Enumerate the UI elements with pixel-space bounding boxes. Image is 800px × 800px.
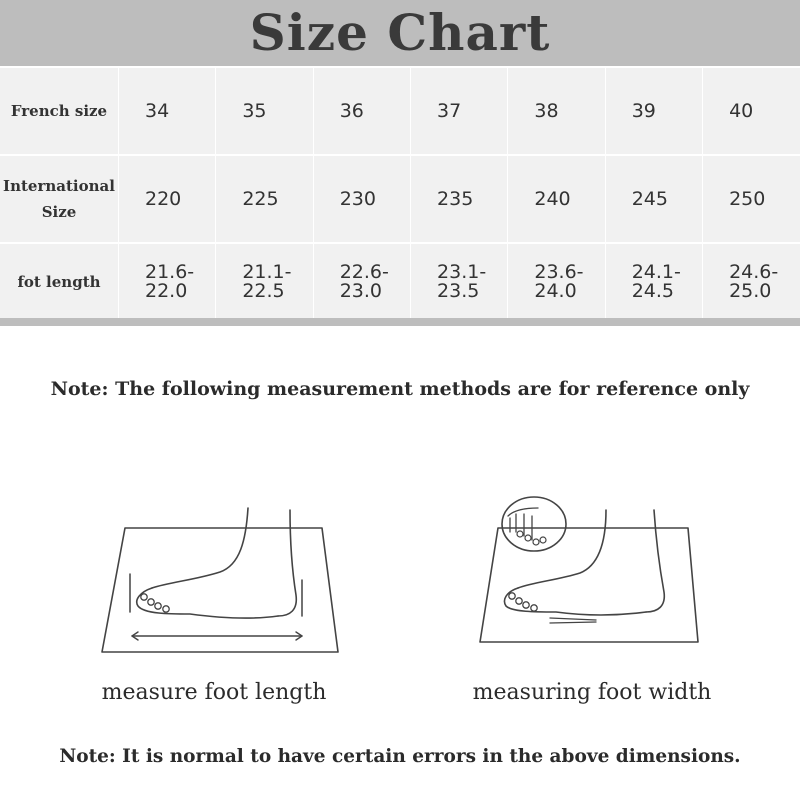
- table-cell: [508, 243, 605, 321]
- table-cell: 220: [119, 155, 216, 243]
- table-cell: 230: [313, 155, 410, 243]
- table-cell: 34: [119, 68, 216, 155]
- row-header-french-size: French size: [0, 68, 119, 155]
- table-cell: 36: [313, 68, 410, 155]
- foot-on-paper-width-icon: [410, 470, 790, 670]
- table-row-international-size: [0, 155, 800, 243]
- range-end: 23.0: [339, 280, 382, 302]
- title-bar: [0, 0, 800, 66]
- table-cell: 250: [703, 155, 800, 243]
- table-cell: [605, 243, 702, 321]
- table-cell: [411, 243, 508, 321]
- table-row-foot-length: [0, 243, 800, 321]
- range-start: 24.1-: [631, 261, 681, 283]
- caption-measuring-foot-width: measuring foot width: [472, 680, 712, 705]
- table-cell: [119, 243, 216, 321]
- range-start: 23.1-: [437, 261, 487, 283]
- range-end: 24.5: [631, 280, 675, 302]
- row-header-line: Size: [41, 203, 77, 221]
- table-cell: 35: [216, 68, 313, 155]
- range-start: 22.6-: [339, 261, 389, 283]
- table-cell: [313, 243, 410, 321]
- range-end: 24.0: [534, 280, 577, 302]
- caption-measure-foot-length: measure foot length: [101, 680, 327, 705]
- table-row-french-size: [0, 68, 800, 155]
- table-cell: 235: [411, 155, 508, 243]
- table-cell: 225: [216, 155, 313, 243]
- table-cell: 39: [605, 68, 702, 155]
- table-cell: 240: [508, 155, 605, 243]
- range-start: 24.6-: [729, 261, 779, 283]
- row-header-international-size: [0, 155, 119, 243]
- table-cell: 38: [508, 68, 605, 155]
- range-start: 23.6-: [534, 261, 584, 283]
- row-header-line: International: [3, 176, 115, 195]
- size-table: [0, 68, 800, 322]
- note-errors-normal: Note: It is normal to have certain errors in the above dimensions.: [59, 746, 741, 767]
- table-cell: [216, 243, 313, 321]
- table-cell: 245: [605, 155, 702, 243]
- range-start: 21.6-: [145, 261, 195, 283]
- note-reference-only: Note: The following measurement methods are for reference only: [50, 378, 750, 400]
- range-end: 22.0: [145, 280, 188, 302]
- range-end: 22.5: [242, 280, 285, 302]
- table-cell: [703, 243, 800, 321]
- row-header-foot-length: fot length: [0, 243, 119, 321]
- table-cell: 37: [411, 68, 508, 155]
- range-start: 21.1-: [242, 261, 292, 283]
- table-cell: 40: [703, 68, 800, 155]
- foot-on-paper-length-icon: [20, 470, 400, 670]
- range-end: 23.5: [437, 280, 480, 302]
- range-end: 25.0: [729, 280, 772, 302]
- table-bottom-rule: [0, 318, 800, 326]
- page-title: Size Chart: [249, 3, 551, 62]
